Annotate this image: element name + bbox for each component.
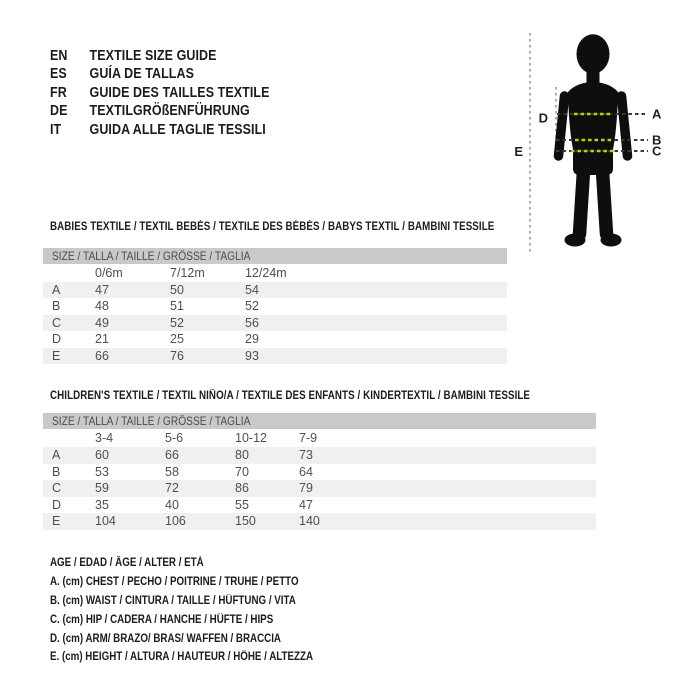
feet <box>565 234 622 247</box>
table-row <box>43 298 507 314</box>
hip-label: C <box>652 143 662 159</box>
right-leg-shape <box>603 171 607 234</box>
cell-value: 106 <box>165 514 186 529</box>
chest-label: A <box>652 106 662 122</box>
lang-title: TEXTILGRÖßENFÜHRUNG <box>89 103 250 120</box>
cell-value: 52 <box>170 315 184 330</box>
arm-legend-line: D. (cm) ARM/ BRAZO/ BRAS/ WAFFEN / BRACCIA <box>50 632 281 645</box>
height-label: E <box>514 144 523 159</box>
cell-value: 80 <box>235 448 249 462</box>
cell-value: 66 <box>95 348 109 363</box>
waist-legend-line: B. (cm) WAIST / CINTURA / TAILLE / HÜFTUNG / VITA <box>50 594 296 607</box>
cell-value: 79 <box>299 481 313 496</box>
cell-value: 66 <box>165 448 179 462</box>
cell-value: 47 <box>299 497 313 512</box>
column-header: 3-4 <box>95 431 114 445</box>
cell-value: 64 <box>299 464 313 479</box>
table-row <box>43 331 507 347</box>
lang-row-it <box>50 121 270 139</box>
babies-table-title: BABIES TEXTILE / TEXTIL BEBÉS / TEXTILE DES BÉBÉS / BABYS TEXTIL / BAMBINI TESSILE <box>50 221 495 233</box>
child-silhouette <box>568 34 618 175</box>
cell-value: 93 <box>245 348 259 363</box>
cell-value: 56 <box>245 315 259 330</box>
lang-row-es <box>50 65 270 83</box>
size-header-band <box>43 248 507 264</box>
cell-value: 52 <box>245 299 259 314</box>
row-label: A <box>52 448 61 462</box>
age-legend-line: AGE / EDAD / ÂGE / ALTER / ETÀ <box>50 557 204 569</box>
lang-code: ES <box>50 66 67 83</box>
row-label: E <box>52 348 61 363</box>
lang-title: GUIDE DES TAILLES TEXTILE <box>89 84 270 101</box>
table-row <box>43 480 596 497</box>
cell-value: 72 <box>165 481 179 496</box>
waist-label: B <box>652 132 662 148</box>
lang-code: EN <box>50 48 68 64</box>
column-header-row <box>43 429 596 447</box>
cell-value: 59 <box>95 481 109 496</box>
row-label: D <box>52 332 62 347</box>
right-arm-shape <box>622 96 628 156</box>
lang-title: GUÍA DE TALLAS <box>89 66 194 83</box>
column-header: 5-6 <box>165 431 184 445</box>
table-row <box>43 282 507 298</box>
cell-value: 35 <box>95 497 109 512</box>
cell-value: 54 <box>245 283 259 297</box>
table-row <box>43 497 596 514</box>
children-table-title: CHILDREN'S TEXTILE / TEXTIL NIÑO/A / TEXTILE DES ENFANTS / KINDERTEXTIL / BAMBINI TESSILE <box>50 390 531 402</box>
size-header-label: SIZE / TALLA / TAILLE / GRÖSSE / TAGLIA <box>52 414 251 428</box>
cell-value: 21 <box>95 332 109 347</box>
height-legend-line: E. (cm) HEIGHT / ALTURA / HAUTEUR / HÖHE / ALTEZZA <box>50 651 314 664</box>
children-table-heading <box>50 390 615 402</box>
cell-value: 50 <box>170 283 184 297</box>
row-label: C <box>52 481 62 496</box>
column-header: 7/12m <box>170 266 205 280</box>
cell-value: 40 <box>165 497 179 512</box>
table-row <box>43 315 507 331</box>
lang-code: FR <box>50 84 67 101</box>
left-leg-shape <box>580 171 584 234</box>
column-header: 7-9 <box>299 431 318 445</box>
chest-legend-line: A. (cm) CHEST / PECHO / POITRINE / TRUHE / PETTO <box>50 575 299 588</box>
cell-value: 53 <box>95 464 109 479</box>
cell-value: 51 <box>170 299 184 314</box>
table-row <box>43 348 507 364</box>
cell-value: 150 <box>235 514 256 529</box>
cell-value: 76 <box>170 348 184 363</box>
table-row <box>43 513 596 530</box>
arm-label: D <box>538 110 548 126</box>
cell-value: 49 <box>95 315 109 330</box>
column-header-row <box>43 264 507 282</box>
row-label: E <box>52 514 61 529</box>
cell-value: 47 <box>95 283 109 297</box>
cell-value: 55 <box>235 497 249 512</box>
lang-row-fr <box>50 84 270 102</box>
cell-value: 25 <box>170 332 184 347</box>
babies-size-table <box>43 248 507 364</box>
cell-value: 48 <box>95 299 109 314</box>
lang-code: DE <box>50 103 68 120</box>
row-label: B <box>52 464 61 479</box>
column-header: 12/24m <box>245 266 287 280</box>
lang-title: GUIDA ALLE TAGLIE TESSILI <box>89 121 266 138</box>
left-foot-shape <box>565 234 586 247</box>
row-label: C <box>52 315 62 330</box>
column-header: 10-12 <box>235 431 267 445</box>
lang-row-de <box>50 102 270 120</box>
lang-code: IT <box>50 121 62 138</box>
size-header-label: SIZE / TALLA / TAILLE / GRÖSSE / TAGLIA <box>52 249 251 263</box>
lang-title: TEXTILE SIZE GUIDE <box>89 48 217 64</box>
hip-legend-line: C. (cm) HIP / CADERA / HANCHE / HÜFTE / HIPS <box>50 613 274 626</box>
row-label: D <box>52 497 62 512</box>
neck-shape <box>587 67 600 83</box>
table-row <box>43 464 596 481</box>
row-label: B <box>52 299 61 314</box>
babies-table-heading <box>50 221 573 233</box>
cell-value: 86 <box>235 481 249 496</box>
left-arm-shape <box>559 96 565 156</box>
row-label: A <box>52 283 61 297</box>
cell-value: 29 <box>245 332 259 347</box>
column-header: 0/6m <box>95 266 123 280</box>
size-header-band <box>43 413 596 429</box>
language-title-block <box>50 47 305 139</box>
measurement-legend <box>50 554 359 667</box>
cell-value: 140 <box>299 514 320 529</box>
torso-shape <box>568 82 618 152</box>
table-row <box>43 447 596 464</box>
children-size-table <box>43 413 596 530</box>
cell-value: 70 <box>235 464 249 479</box>
cell-value: 58 <box>165 464 179 479</box>
cell-value: 60 <box>95 448 109 462</box>
cell-value: 73 <box>299 448 313 462</box>
lang-row-en <box>50 47 270 65</box>
right-foot-shape <box>601 234 622 247</box>
cell-value: 104 <box>95 514 116 529</box>
